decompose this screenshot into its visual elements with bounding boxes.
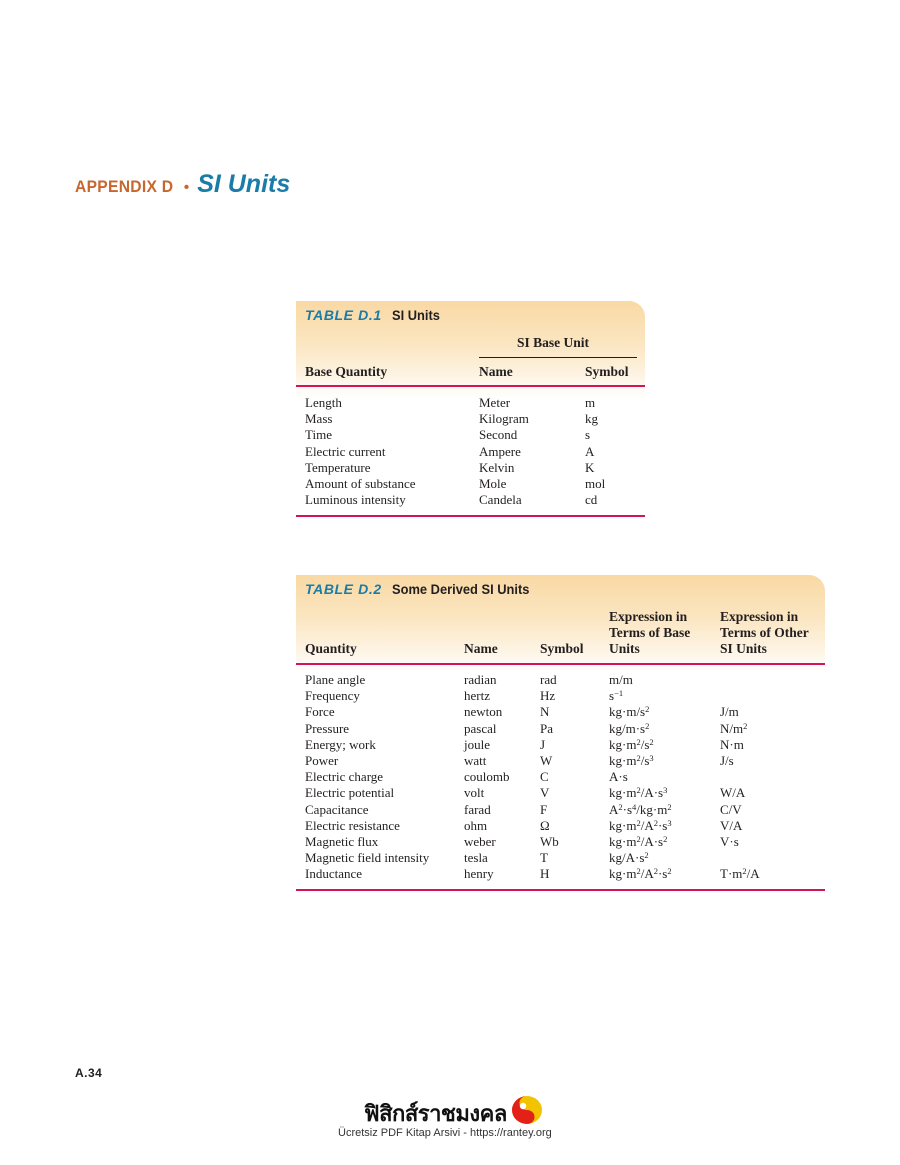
table-cell-name: Kelvin: [479, 459, 515, 475]
table-cell-name: pascal: [464, 720, 497, 736]
table-cell-name: tesla: [464, 850, 488, 866]
table-cell-name: Meter: [479, 395, 511, 410]
table-cell-name: ohm: [464, 817, 488, 833]
table-cell-symbol: F: [540, 801, 548, 817]
table-d2-number: TABLE D.2: [305, 581, 382, 597]
table-cell-quantity: Inductance: [305, 866, 363, 882]
table-cell-quantity: Electric charge: [305, 769, 384, 785]
table-cell-other: [720, 688, 760, 704]
table-cell-symbol: Hz: [540, 688, 556, 704]
table-d2-header-name: Name: [464, 641, 498, 656]
table-cell-name: watt: [464, 752, 487, 768]
appendix-label: APPENDIX D: [75, 177, 174, 196]
table-d2-header-other: [720, 609, 809, 657]
yin-yang-logo-icon: [510, 1094, 544, 1126]
table-d2-caption: [305, 581, 541, 599]
table-cell-other: W/A: [720, 785, 746, 801]
table-cell-base: $kg\cdot m^2/s^3$: [609, 752, 654, 768]
table-d2-symbol-column: [540, 672, 559, 882]
table-cell-base: A·s: [609, 769, 628, 785]
table-d1-quantity-column: [305, 395, 415, 508]
table-cell-symbol: m: [585, 395, 596, 410]
table-cell-base: $s^{-1}$: [609, 688, 624, 704]
table-d2-header-quantity: Quantity: [305, 641, 357, 656]
table-cell-quantity: Electric resistance: [305, 817, 400, 833]
table-cell-quantity: Mass: [305, 411, 333, 427]
table-cell-name: Candela: [479, 492, 522, 508]
table-cell-symbol: J: [540, 736, 546, 752]
table-cell-quantity: Temperature: [305, 459, 371, 475]
table-cell-quantity: Electric potential: [305, 785, 395, 801]
table-d1: [296, 301, 645, 521]
table-cell-symbol: rad: [540, 672, 557, 687]
table-d1-caption: [305, 307, 444, 325]
table-d2-header-base-line: Terms of Base: [609, 625, 691, 640]
table-cell-quantity: Magnetic flux: [305, 833, 379, 849]
table-cell-name: radian: [464, 672, 497, 687]
table-cell-symbol: cd: [585, 492, 598, 508]
table-d1-title: SI Units: [391, 307, 440, 323]
table-cell-quantity: Frequency: [305, 688, 360, 704]
table-cell-symbol: C: [540, 769, 549, 785]
table-cell-symbol: Ω: [540, 817, 550, 833]
table-d2-base-column: [609, 672, 672, 882]
table-cell-name: volt: [464, 785, 485, 801]
table-cell-symbol: N: [540, 704, 550, 720]
table-cell-base: $kg\cdot m^2/s^2$: [609, 736, 654, 752]
table-cell-other: J/m: [720, 704, 739, 720]
table-cell-quantity: Power: [305, 752, 339, 768]
table-d2-header-base-line: Expression in: [609, 609, 688, 624]
table-d1-header-name: Name: [479, 364, 513, 379]
table-cell-other: [720, 769, 760, 785]
table-d2-header-rule: [296, 663, 825, 665]
table-cell-quantity: Plane angle: [305, 672, 366, 687]
appendix-title: SI Units: [197, 170, 291, 198]
table-cell-symbol: W: [540, 752, 553, 768]
table-d2-title: Some Derived SI Units: [391, 581, 530, 597]
table-cell-quantity: Amount of substance: [305, 475, 416, 491]
table-d1-symbol-column: [585, 395, 605, 508]
table-cell-symbol: T: [540, 850, 548, 866]
table-cell-base: $kg\cdot m/s^2$: [609, 704, 650, 720]
footer-logo-text: ฟิสิกส์ราชมงคล: [364, 1102, 507, 1127]
table-cell-name: joule: [464, 736, 490, 752]
table-d1-bottom-rule: [296, 515, 645, 517]
table-d2-quantity-column: [305, 672, 429, 882]
table-cell-other: N·m: [720, 736, 744, 752]
table-cell-quantity: Electric current: [305, 443, 386, 459]
table-cell-quantity: Time: [305, 427, 332, 443]
table-cell-name: weber: [464, 833, 496, 849]
table-cell-quantity: Pressure: [305, 720, 350, 736]
table-cell-symbol: s: [585, 427, 591, 443]
heading-separator: •: [183, 179, 190, 196]
table-d2-header-other-line: Terms of Other: [720, 625, 809, 640]
table-d1-header-rule: [296, 385, 645, 387]
table-cell-base: $kg/m\cdot s^2$: [609, 720, 650, 736]
table-cell-name: Second: [479, 427, 518, 443]
table-cell-base: $kg\cdot m^2/A\cdot s^3$: [609, 785, 668, 801]
footer-logo: [364, 1096, 507, 1131]
table-d2-header-other-line: SI Units: [720, 641, 767, 656]
table-cell-other: $T\cdot m^2/A$: [720, 866, 760, 882]
table-cell-symbol: V: [540, 785, 550, 801]
table-d2-header-symbol: Symbol: [540, 641, 584, 656]
table-cell-symbol: mol: [585, 475, 606, 491]
table-d1-group-rule: [479, 357, 637, 358]
table-cell-other: $N/m^2$: [720, 720, 748, 736]
table-cell-other: [720, 850, 760, 866]
table-cell-symbol: H: [540, 866, 550, 882]
table-cell-base: $kg\cdot m^2/A\cdot s^2$: [609, 833, 668, 849]
table-d2: [296, 575, 825, 895]
table-cell-other: V/A: [720, 817, 743, 833]
table-cell-quantity: Energy; work: [305, 736, 376, 752]
footer-note: Ücretsiz PDF Kitap Arsivi - https://rantey.org: [338, 1127, 552, 1139]
table-d2-header-base: [609, 609, 690, 657]
table-cell-name: farad: [464, 801, 491, 817]
table-cell-base: $kg\cdot m^2/A^2\cdot s^2$: [609, 866, 672, 882]
table-cell-base: $kg\cdot m^2/A^2\cdot s^3$: [609, 817, 672, 833]
table-cell-base: $A^2\cdot s^4/kg\cdot m^2$: [609, 801, 672, 817]
table-d1-group-header: SI Base Unit: [517, 335, 590, 350]
page-heading: [75, 170, 290, 199]
table-cell-quantity: Magnetic field intensity: [305, 850, 430, 866]
table-cell-quantity: Capacitance: [305, 801, 369, 817]
table-cell-name: Mole: [479, 475, 507, 491]
table-d1-header-quantity: Base Quantity: [305, 364, 388, 379]
table-cell-name: Kilogram: [479, 411, 529, 427]
table-cell-symbol: Wb: [540, 833, 559, 849]
table-d1-header-symbol: Symbol: [585, 364, 629, 379]
table-cell-symbol: A: [585, 443, 595, 459]
table-cell-name: hertz: [464, 688, 490, 704]
table-cell-base: $kg/A\cdot s^2$: [609, 850, 649, 866]
table-d2-bottom-rule: [296, 889, 825, 891]
table-cell-other: J/s: [720, 752, 734, 768]
table-cell-quantity: Force: [305, 704, 335, 720]
table-cell-quantity: Luminous intensity: [305, 492, 406, 508]
table-cell-symbol: K: [585, 459, 595, 475]
table-cell-other: [720, 672, 760, 688]
page-number: A.34: [75, 1066, 103, 1080]
table-cell-other: V·s: [720, 833, 739, 849]
table-d1-name-column: [479, 395, 529, 508]
table-d1-number: TABLE D.1: [305, 307, 382, 323]
table-cell-quantity: Length: [305, 395, 342, 410]
table-d2-name-column: [464, 672, 510, 882]
table-cell-other: C/V: [720, 801, 742, 817]
table-d2-header-other-line: Expression in: [720, 609, 799, 624]
table-cell-symbol: kg: [585, 411, 598, 427]
table-d2-header-base-line: Units: [609, 641, 640, 656]
table-d2-other-column: [720, 672, 760, 882]
table-cell-base: m/m: [609, 672, 633, 687]
table-cell-symbol: Pa: [540, 720, 553, 736]
table-cell-name: henry: [464, 866, 494, 882]
table-cell-name: newton: [464, 704, 503, 720]
table-cell-name: coulomb: [464, 769, 510, 785]
table-cell-name: Ampere: [479, 443, 521, 459]
